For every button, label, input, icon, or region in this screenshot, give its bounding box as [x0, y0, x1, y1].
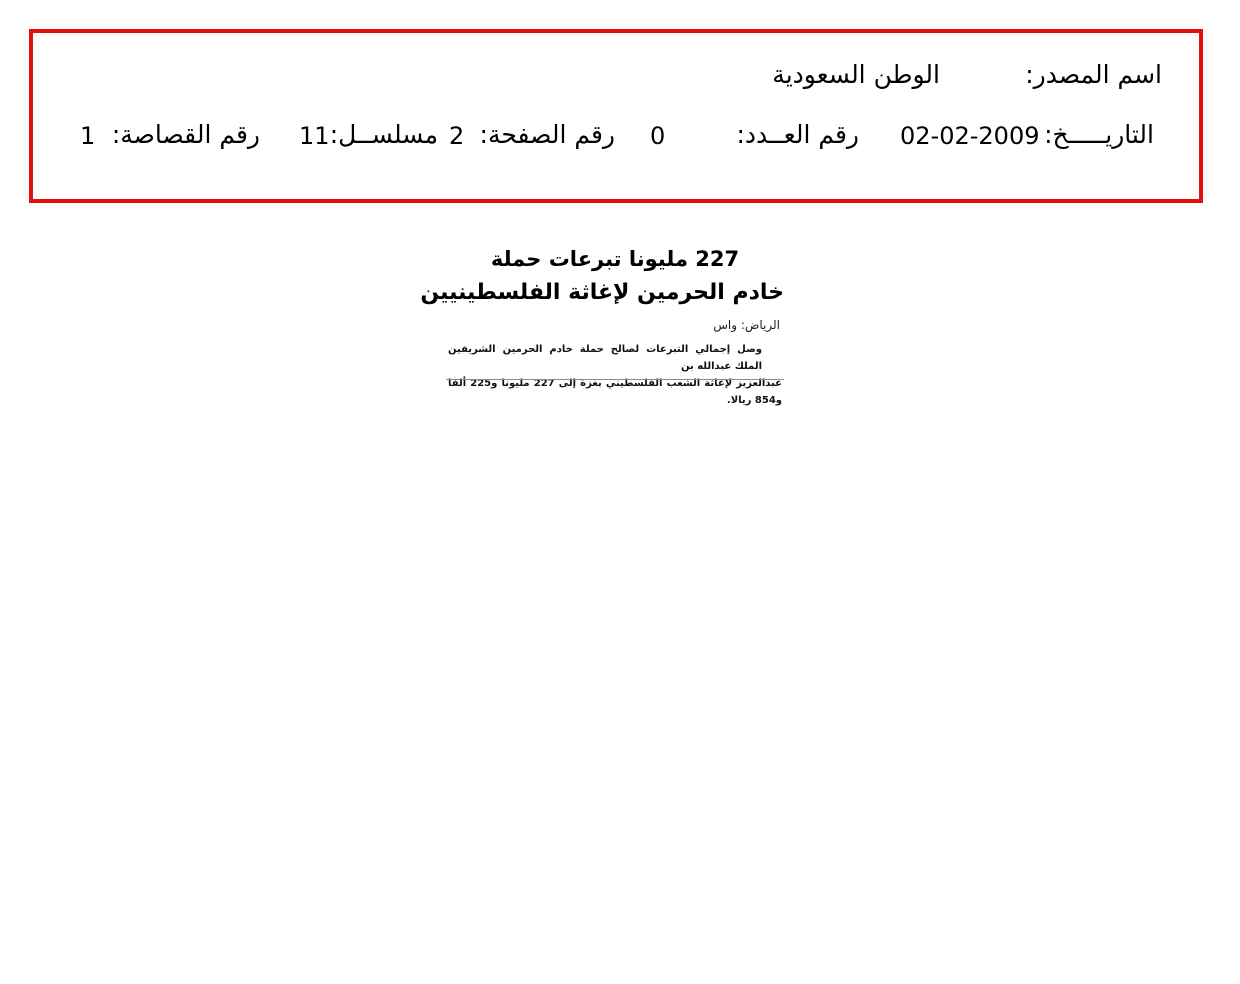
article-body	[448, 341, 782, 409]
date-value: 02-02-2009	[900, 122, 1040, 150]
page-value: 2	[449, 122, 465, 150]
serial-label: مسلســل:	[329, 120, 438, 149]
clip-number-value: 1	[80, 122, 96, 150]
headline-line-2: خادم الحرمين لإغاثة الفلسطينيين	[420, 280, 784, 305]
issue-value: 0	[650, 122, 666, 150]
headline-line-1: 227 مليونا تبرعات حملة	[490, 247, 740, 271]
metadata-frame	[29, 29, 1203, 203]
article-body-line-2: عبدالعزيز لإغاثة الشعب الفلسطيني بغزة إلى 227 مليونا و225 ألفا و854 ريالا.	[448, 378, 782, 406]
issue-label: رقم العــدد:	[736, 120, 859, 149]
date-label: التاريـــــخ:	[1044, 120, 1154, 149]
article-bottom-rule	[446, 379, 784, 380]
article-clipping	[420, 245, 784, 406]
serial-value: 11	[299, 122, 330, 150]
page-label: رقم الصفحة:	[479, 120, 615, 149]
source-value: الوطن السعودية	[772, 60, 940, 89]
article-dateline: الرياض: واس	[713, 318, 780, 332]
clip-number-label: رقم القصاصة:	[111, 120, 260, 149]
article-body-line-1: وصل إجمالي التبرعات لصالح حملة خادم الحرمين الشريفين الملك عبدالله بن	[448, 344, 762, 372]
source-label: اسم المصدر:	[1025, 60, 1162, 89]
